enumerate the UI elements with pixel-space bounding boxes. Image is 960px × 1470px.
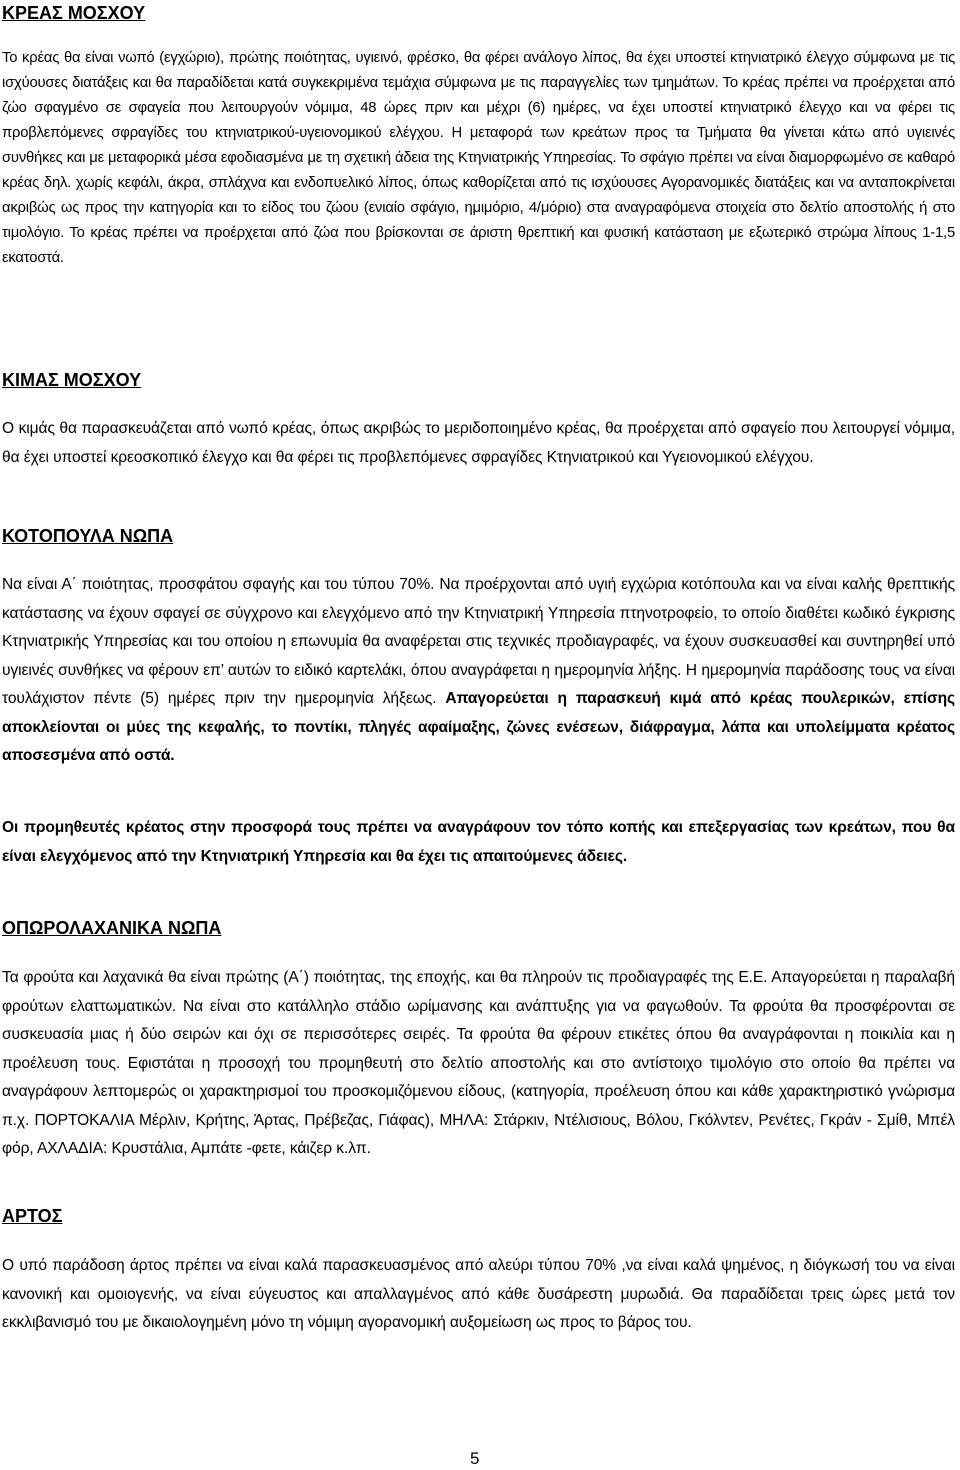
supplier-note-bold-text: Οι προμηθευτές κρέατος στην προσφορά τους πρέπει να αναγράφουν τον τόπο κοπής και επεξεργασίας των κρεάτων, που θα είναι ελεγχόμενος από την Κτηνιατρική Υπηρεσία και θα έχει τις απαιτούμενες άδειες. bbox=[2, 819, 955, 865]
page-number: 5 bbox=[470, 1449, 480, 1468]
section-heading-fresh-chicken: ΚΟΤΟΠΟΥΛΑ ΝΩΠΑ bbox=[2, 526, 174, 546]
chicken-bold-text: Απαγορεύεται η παρασκευή κιμά από κρέας πουλερικών, επίσης αποκλείονται οι μύες της κεφαλής, το ποντίκι, πληγές αφαίμαξης, ζώνες ενέσεων, διάφραγμα, λάπα και υπολείμματα κρέατος αποσεσμένα από οστά. bbox=[2, 690, 956, 764]
paragraph-veal: Το κρέας θα είναι νωπό (εγχώριο), πρώτης ποιότητας, υγιεινό, φρέσκο, θα φέρει ανάλογο λίπος, θα έχει υποστεί κτηνιατρικό έλεγχο σύμφωνα με τις ισχύουσες διατάξεις και θα παραδίδεται κατά συγκεκριμένα τεμάχια σύμφωνα με τις παραγγελίες των τμημάτων. Το κρέας πρέπει να προέρχεται από ζώο σφαγμένο σε σφαγεία που λειτουργούν νόμιμα, 48 ώρες πριν και μέχρι (6) ημέρες, να έχει υποστεί κτηνιατρικό έλεγχο και να φέρει τις προβλεπόμενες σφραγίδες του κτηνιατρικού-υγειονομικού ελέγχου. Η μεταφορά των κρεάτων προς τα Τμήματα θα γίνεται κάτω από υγιεινές συνθήκες και με μεταφορικά μέσα εφοδιασμένα με τη σχετική άδεια της Κτηνιατρικής Υπηρεσίας. Το σφάγιο πρέπει να είναι διαμορφωμένο σε καθαρό κρέας δηλ. χωρίς κεφάλι, άκρα, σπλάχνα και ενδοπυελικό λίπος, όπως καθορίζεται από τις ισχύουσες Αγορανομικές διατάξεις και να ανταποκρίνεται ακριβώς ως προς την κατηγορία και το είδος του ζώου (ενιαίο σφάγιο, ημιμόριο, 4/μόριο) στα αναγραφόμενα στοιχεία στο δελτίο αποστολής ή στο τιμολόγιο. Το κρέας πρέπει να προέρχεται από ζώα που βρίσκονται σε άριστη θρεπτική και φυσική κατάσταση με εξωτερικό στρώμα λίπους 1-1,5 εκατοστά. bbox=[2, 50, 955, 266]
section-heading-fruits-vegetables: ΟΠΩΡΟΛΑΧΑΝΙΚΑ ΝΩΠΑ bbox=[2, 918, 222, 938]
paragraph-supplier-note bbox=[2, 814, 955, 871]
paragraph-fresh-chicken bbox=[2, 571, 955, 771]
section-heading-minced-veal: ΚΙΜΑΣ ΜΟΣΧΟΥ bbox=[2, 370, 142, 390]
paragraph-fruits-vegetables: Τα φρούτα και λαχανικά θα είναι πρώτης (Α΄) ποιότητας, της εποχής, και θα πληρούν τις προδιαγραφές της Ε.Ε. Απαγορεύεται η παραλαβή φρούτων ελαττωματικών. Να είναι στο κατάλληλο στάδιο ωρίμανσης και ανάπτυξης για να φαγωθούν. Τα φρούτα θα προσφέρονται σε συσκευασία μιας ή δύο σειρών και όχι σε περισσότερες σειρές. Τα φρούτα θα φέρουν ετικέτες όπου θα αναγράφονται η ποικιλία και η προέλευση τους. Εφιστάται η προσοχή του προμηθευτή στο δελτίο αποστολής και στο αντίστοιχο τιμολόγιο στο οποίο θα πρέπει να αναγράφουν λεπτομερώς οι χαρακτηρισμοί του προσκομιζόμενου είδους, (κατηγορία, προέλευση όπου και κάθε χαρακτηριστικό γνώρισμα π.χ. ΠΟΡΤΟΚΑΛΙΑ Μέρλιν, Κρήτης, Άρτας, Πρέβεζας, Γιάφας), ΜΗΛΑ: Στάρκιν, Ντέλισιους, Βόλου, Γκόλντεν, Ρενέτες, Γκράν - Σμίθ, Μπέλ φόρ, ΑΧΛΑΔΙΑ: Κρυστάλια, Αμπάτε -φετε, κάιζερ κ.λπ. bbox=[2, 969, 955, 1157]
chicken-regular-text: Να είναι Α΄ ποιότητας, προσφάτου σφαγής και του τύπου 70%. Να προέρχονται από υγιή εγχώρια κοτόπουλα και να είναι καλής θρεπτικής κατάστασης να έχουν σφαγεί σε σύγχρονο και ελεγχόμενο από την Κτηνιατρική Υπηρεσία πτηνοτροφείο, το οποίο διαθέτει κωδικό έγκρισης Κτηνιατρικής Υπηρεσίας και του οποίου η επωνυμία θα αναφέρεται στις τεχνικές προδιαγραφές, να έχουν συσκευασθεί και συντηρηθεί υπό υγιεινές συνθήκες να φέρουν επ’ αυτών το ειδικό καρτελάκι, όπου αναγράφεται η ημερομηνία λήξης. Η ημερομηνία παράδοσης τους να είναι τουλάχιστον πέντε (5) ημέρες πριν την ημερομηνία λήξεως. bbox=[2, 576, 955, 707]
paragraph-minced-veal: Ο κιμάς θα παρασκευάζεται από νωπό κρέας, όπως ακριβώς το μεριδοποιημένο κρέας, θα προέρχεται από σφαγείο που λειτουργεί νόμιμα, θα έχει υποστεί κρεοσκοπικό έλεγχο και θα φέρει τις προβλεπόμενες σφραγίδες Κτηνιατρικού και Υγειονομικού ελέγχου. bbox=[2, 420, 955, 466]
section-heading-bread: ΑΡΤΟΣ bbox=[2, 1206, 63, 1226]
section-heading-veal: ΚΡΕΑΣ ΜΟΣΧΟΥ bbox=[2, 3, 146, 23]
paragraph-bread: Ο υπό παράδοση άρτος πρέπει να είναι καλά παρασκευασμένος από αλεύρι τύπου 70% ,να είναι καλά ψημένος, η διόγκωσή του να είναι κανονική και ομοιογενής, να είναι εύγευστος και απαλλαγμένος από κάθε δυσάρεστη μυρωδιά. Θα παραδίδεται τρεις ώρες μετά τον εκκλιβανισμό του με δικαιολογημένη μόνο τη νόμιμη αγορανομική αυξομείωση ως προς το βάρος του. bbox=[2, 1257, 955, 1331]
